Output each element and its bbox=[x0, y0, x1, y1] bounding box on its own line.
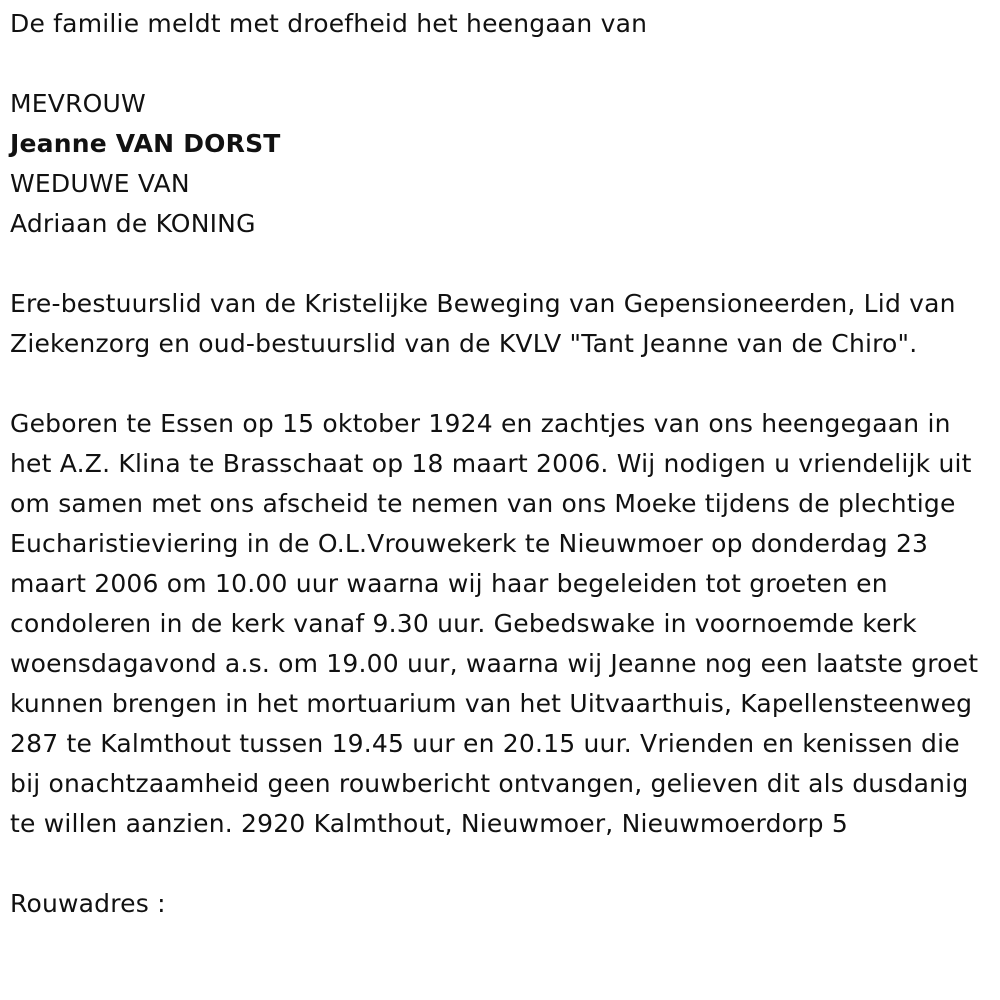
spacer bbox=[10, 844, 995, 884]
spacer bbox=[10, 364, 995, 404]
intro-text: De familie meldt met droefheid het heengaan van bbox=[10, 9, 648, 38]
widow-label: WEDUWE VAN bbox=[10, 169, 190, 198]
obituary-document bbox=[10, 4, 995, 924]
deceased-name: Jeanne VAN DORST bbox=[10, 129, 281, 158]
spouse-name: Adriaan de KONING bbox=[10, 209, 256, 238]
spacer bbox=[10, 244, 995, 284]
membership-paragraph: Ere-bestuurslid van de Kristelijke Beweging van Gepensioneerden, Lid van Ziekenzorg en oud-bestuurslid van de KVLV "Tant Jeanne van de Chiro". bbox=[10, 289, 956, 358]
details-paragraph: Geboren te Essen op 15 oktober 1924 en zachtjes van ons heengegaan in het A.Z. Klina te Brasschaat op 18 maart 2006. Wij nodigen u vriendelijk uit om samen met ons afscheid te nemen van ons Moeke tijdens de plechtige Eucharistieviering in de O.L.Vrouwekerk te Nieuwmoer op donderdag 23 maart 2006 om 10.00 uur waarna wij haar begeleiden tot groeten en condoleren in de kerk vanaf 9.30 uur. Gebedswake in voornoemde kerk woensdagavond a.s. om 19.00 uur, waarna wij Jeanne nog een laatste groet kunnen brengen in het mortuarium van het Uitvaarthuis, Kapellensteenweg 287 te Kalmthout tussen 19.45 uur en 20.15 uur. Vrienden en kenissen die bij onachtzaamheid geen rouwbericht ontvangen, gelieven dit als dusdanig te willen aanzien. 2920 Kalmthout, Nieuwmoer, Nieuwmoerdorp 5 bbox=[10, 409, 979, 838]
salutation: MEVROUW bbox=[10, 89, 146, 118]
spacer bbox=[10, 44, 995, 84]
mourning-address-label: Rouwadres : bbox=[10, 889, 166, 918]
